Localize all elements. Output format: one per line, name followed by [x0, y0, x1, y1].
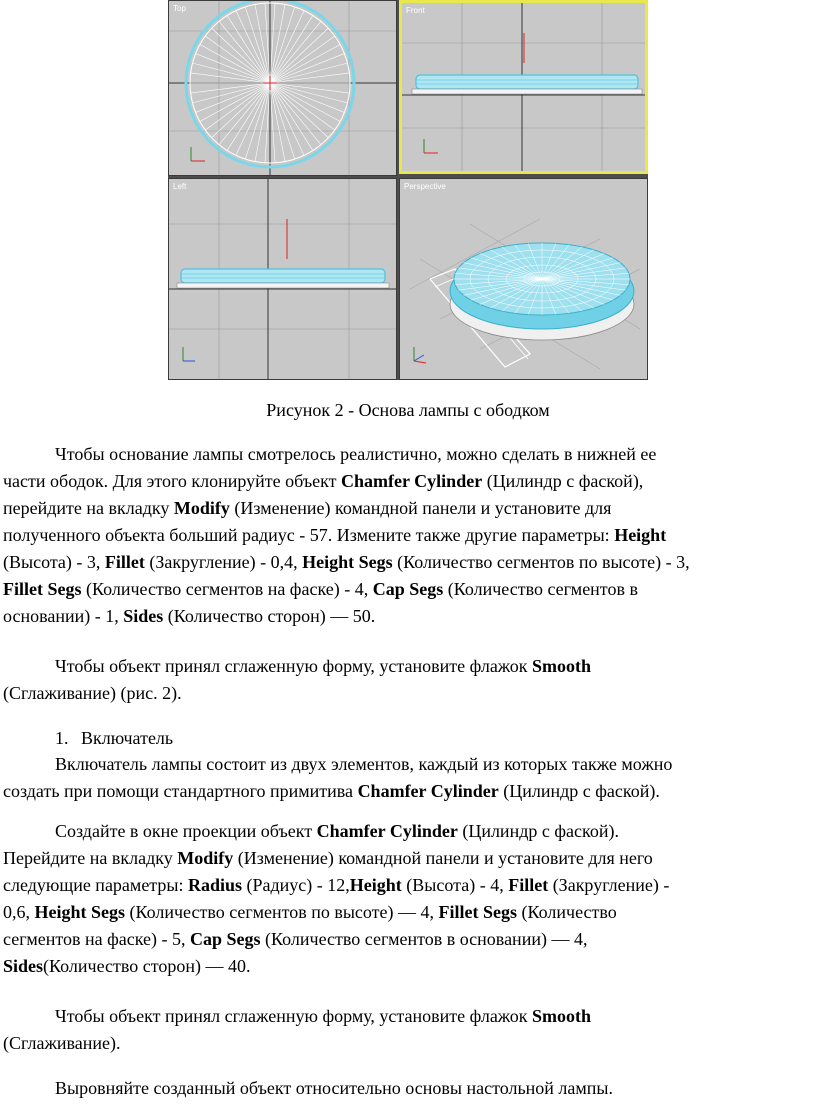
text: (Высота) - 3,: [3, 552, 105, 572]
text: (Количество: [517, 902, 617, 922]
wireframe-edge: [270, 83, 347, 103]
text: (Закругление) - 0,4,: [144, 552, 303, 572]
viewport-label: Perspective: [404, 182, 446, 191]
text: (Количество сегментов по высоте) - 3,: [392, 552, 690, 572]
section-heading: [55, 725, 816, 752]
viewport-label: Left: [173, 182, 187, 191]
term: Chamfer Cylinder: [357, 781, 499, 801]
text: (Количество сегментов в основании) — 4,: [260, 929, 588, 949]
term: Sides: [123, 606, 164, 626]
text: (Количество сегментов по высоте) — 4,: [125, 902, 439, 922]
section-title: Включатель: [81, 728, 174, 748]
term: Modify: [173, 498, 230, 518]
text: (Сглаживание) (рис. 2).: [3, 683, 182, 703]
text: (Цилиндр с фаской).: [498, 781, 660, 801]
wireframe-edge: [236, 11, 270, 83]
term: Height Segs: [302, 552, 393, 572]
text: создать при помощи стандартного примитива: [3, 781, 358, 801]
term: Smooth: [532, 656, 592, 676]
wireframe-edge: [270, 83, 321, 145]
text: (Цилиндр с фаской),: [482, 471, 644, 491]
axis-gizmo-icon: [424, 139, 438, 153]
axis-gizmo-icon: [414, 347, 426, 363]
term: Cap Segs: [190, 929, 261, 949]
text: части ободок. Для этого клонируйте объект: [3, 471, 342, 491]
wireframe-edge: [236, 83, 270, 155]
text: Включатель лампы состоит из двух элементов, каждый из которых также можно: [55, 754, 673, 774]
text: перейдите на вкладку: [3, 498, 174, 518]
text: 0,6,: [3, 902, 35, 922]
text: (Закругление) -: [548, 875, 670, 895]
term: Chamfer Cylinder: [341, 471, 483, 491]
axis-gizmo-icon: [183, 347, 195, 361]
term: Fillet: [508, 875, 549, 895]
wireframe-edge: [270, 83, 304, 155]
wireframe-edge: [270, 11, 304, 83]
term: Radius: [187, 875, 243, 895]
term: Chamfer Cylinder: [316, 821, 458, 841]
wireframe-edge: [270, 63, 347, 83]
term: Fillet: [104, 552, 145, 572]
paragraph-6: [3, 1075, 803, 1102]
text: следующие параметры:: [3, 875, 188, 895]
text: (Цилиндр с фаской).: [457, 821, 619, 841]
text: Создайте в окне проекции объект: [55, 821, 317, 841]
paragraph-4: [3, 818, 803, 980]
paragraph-5: [3, 1003, 803, 1057]
perspective-view-drawing: [400, 179, 647, 379]
left-view-drawing: [169, 179, 396, 379]
term: Fillet Segs: [438, 902, 518, 922]
term: Fillet Segs: [3, 579, 82, 599]
viewport-label: Top: [173, 4, 186, 13]
text: Перейдите на вкладку: [3, 848, 178, 868]
term: Height: [349, 875, 402, 895]
viewport-perspective[interactable]: [399, 178, 648, 380]
text: основании) - 1,: [3, 606, 124, 626]
text: (Количество сторон) — 50.: [163, 606, 376, 626]
viewport-label: Front: [406, 6, 425, 15]
text: Чтобы объект принял сглаженную форму, установите флажок: [55, 656, 533, 676]
term: Modify: [177, 848, 234, 868]
term: Smooth: [532, 1006, 592, 1026]
paragraph-1: [3, 441, 803, 630]
viewport-figure: [168, 0, 648, 380]
text: (Изменение) командной панели и установите для: [229, 498, 612, 518]
wireframe-edge: [219, 21, 270, 83]
text: полученного объекта больший радиус - 57. Измените также другие параметры:: [3, 525, 615, 545]
wireframe-edge: [219, 83, 270, 145]
wireframe-edge: [270, 21, 321, 83]
viewport-top[interactable]: [168, 0, 397, 176]
wireframe-edge: [193, 63, 270, 83]
term: Sides: [3, 956, 44, 976]
term: Height: [614, 525, 667, 545]
paragraph-3: [3, 751, 803, 805]
viewport-front[interactable]: [399, 0, 648, 174]
text: (Сглаживание).: [3, 1033, 121, 1053]
front-view-drawing: [402, 3, 645, 171]
wireframe-edge: [193, 83, 270, 103]
text: (Количество сегментов в: [443, 579, 638, 599]
text: (Радиус) - 12,: [242, 875, 350, 895]
text: (Количество сегментов на фаске) - 4,: [81, 579, 373, 599]
text: (Высота) - 4,: [401, 875, 509, 895]
text: (Изменение) командной панели и установите для него: [233, 848, 653, 868]
viewport-left[interactable]: [168, 178, 397, 380]
text: (Количество сторон) — 40.: [43, 956, 251, 976]
text: Чтобы объект принял сглаженную форму, установите флажок: [55, 1006, 533, 1026]
axis-gizmo-icon: [191, 147, 205, 161]
term: Cap Segs: [372, 579, 444, 599]
top-view-drawing: [169, 1, 396, 175]
term: Height Segs: [34, 902, 126, 922]
text: Выровняйте созданный объект относительно основы настольной лампы.: [55, 1078, 614, 1098]
paragraph-2: [3, 653, 803, 707]
text: Чтобы основание лампы смотрелось реалистично, можно сделать в нижней ее: [55, 444, 657, 464]
section-number: 1.: [55, 728, 69, 748]
text: сегментов на фаске) - 5,: [3, 929, 191, 949]
figure-caption: Рисунок 2 - Основа лампы с ободком: [266, 400, 550, 420]
